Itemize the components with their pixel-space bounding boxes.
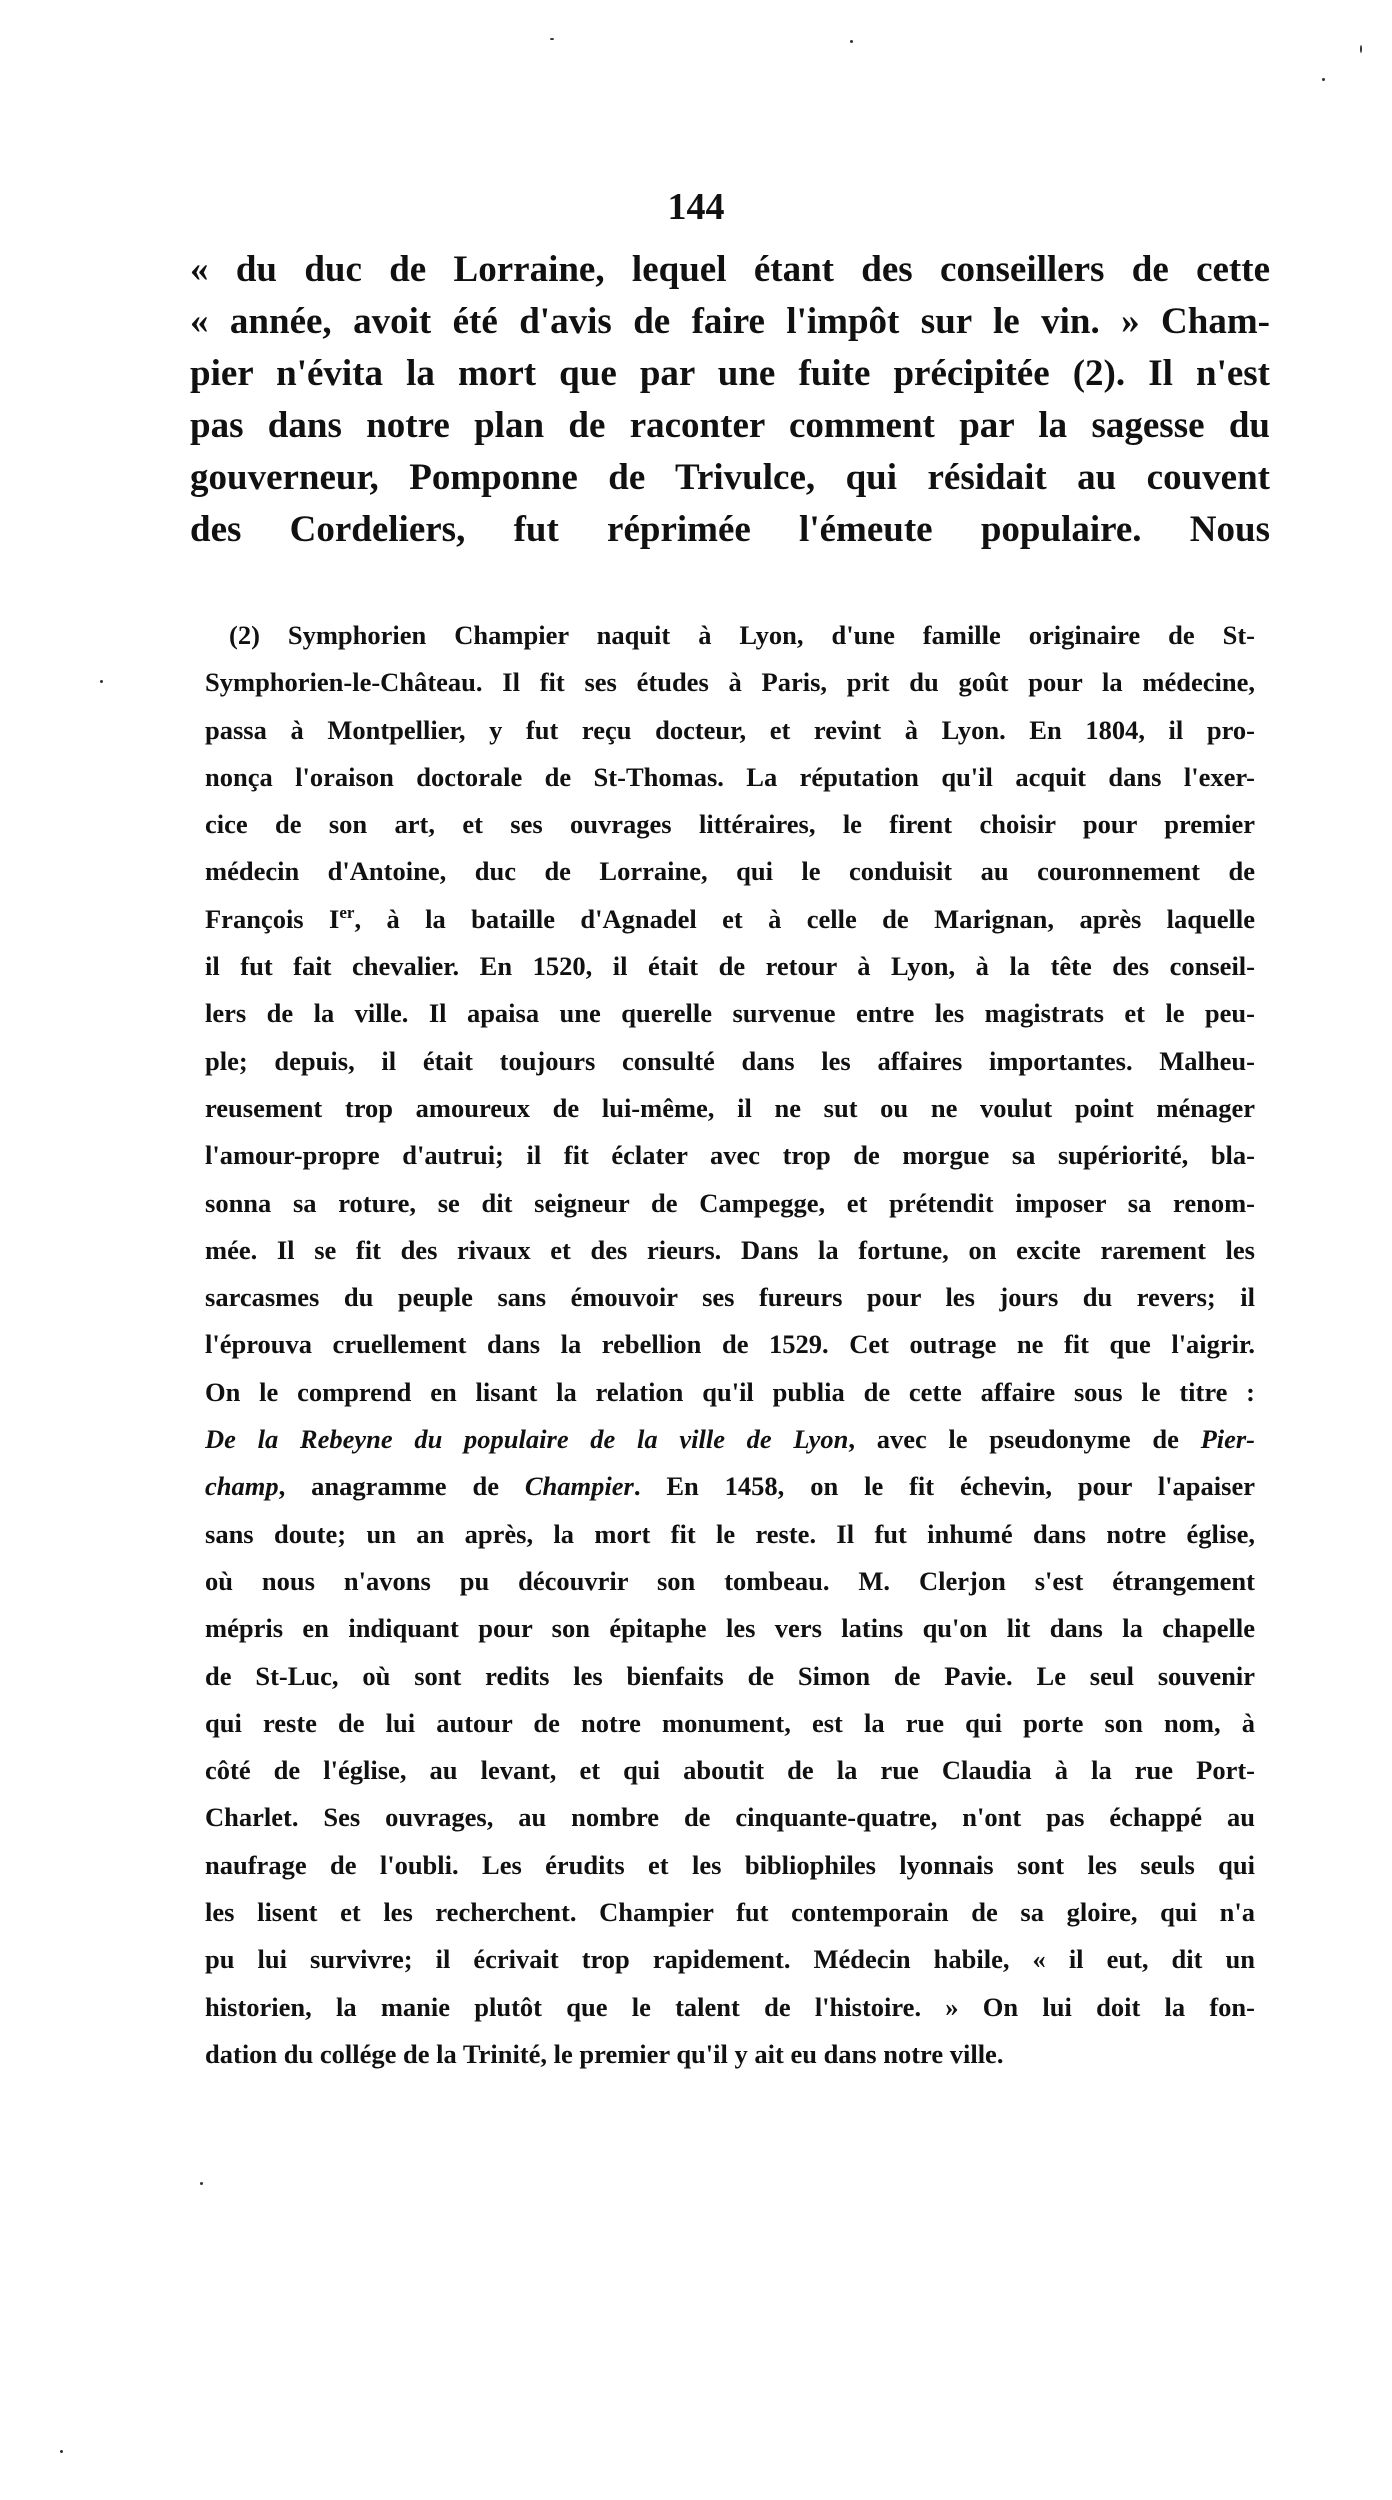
footnote <box>205 612 1255 2078</box>
footnote-text: , à la bataille d'Agnadel et à celle de Marignan, après laquelle <box>354 903 1255 934</box>
scan-speck <box>60 2450 63 2453</box>
footnote-line <box>205 896 1255 943</box>
footnote-line: l'éprouva cruellement dans la rebellion de 1529. Cet outrage ne fit que l'aigrir. <box>205 1329 1255 1360</box>
text-line: « année, avoit été d'avis de faire l'impôt sur le vin. » Cham- <box>190 301 1270 342</box>
footnote-line: sarcasmes du peuple sans émouvoir ses fureurs pour les jours du revers; il <box>205 1282 1255 1313</box>
page-number: 144 <box>667 186 725 228</box>
scan-speck <box>550 38 554 40</box>
footnote-line: côté de l'église, au levant, et qui aboutit de la rue Claudia à la rue Port- <box>205 1755 1255 1786</box>
pseudonym: champ <box>205 1471 279 1502</box>
footnote-line: On le comprend en lisant la relation qu'il publia de cette affaire sous le titre : <box>205 1376 1255 1407</box>
text-line: pas dans notre plan de raconter comment par la sagesse du <box>190 405 1270 446</box>
footnote-line: il fut fait chevalier. En 1520, il était de retour à Lyon, à la tête des conseil- <box>205 951 1255 982</box>
footnote-line: où nous n'avons pu découvrir son tombeau. M. Clerjon s'est étrangement <box>205 1565 1255 1596</box>
scan-speck <box>850 40 853 43</box>
footnote-superscript: er <box>339 902 355 922</box>
footnote-line: passa à Montpellier, y fut reçu docteur, et revint à Lyon. En 1804, il pro- <box>205 714 1255 745</box>
footnote-text: , avec le pseudonyme de <box>848 1424 1201 1455</box>
book-title: De la Rebeyne du populaire de la ville de Lyon <box>205 1424 849 1455</box>
footnote-line <box>205 1463 1255 1510</box>
footnote-line: lers de la ville. Il apaisa une querelle survenue entre les magistrats et le peu- <box>205 998 1255 1029</box>
footnote-line: (2) Symphorien Champier naquit à Lyon, d'une famille originaire de St- <box>229 620 1255 650</box>
footnote-text: . En 1458, on le fit échevin, pour l'apaiser <box>633 1471 1255 1502</box>
text-line: gouverneur, Pomponne de Trivulce, qui résidait au couvent <box>190 457 1270 498</box>
scan-speck <box>1322 78 1325 81</box>
scan-speck <box>200 2182 203 2185</box>
author-name: Champier <box>524 1471 634 1502</box>
footnote-line: sans doute; un an après, la mort fit le reste. Il fut inhumé dans notre église, <box>205 1518 1255 1549</box>
footnote-line: ple; depuis, il était toujours consulté dans les affaires importantes. Malheu- <box>205 1045 1255 1076</box>
footnote-line: de St-Luc, où sont redits les bienfaits de Simon de Pavie. Le seul souvenir <box>205 1660 1255 1691</box>
main-text <box>190 244 1270 556</box>
footnote-line: l'amour-propre d'autrui; il fit éclater avec trop de morgue sa supériorité, bla- <box>205 1140 1255 1171</box>
footnote-line: naufrage de l'oubli. Les érudits et les bibliophiles lyonnais sont les seuls qui <box>205 1849 1255 1880</box>
footnote-line: nonça l'oraison doctorale de St-Thomas. La réputation qu'il acquit dans l'exer- <box>205 761 1255 792</box>
footnote-line: sonna sa roture, se dit seigneur de Campegge, et prétendit imposer sa renom- <box>205 1187 1255 1218</box>
footnote-line: les lisent et les recherchent. Champier fut contemporain de sa gloire, qui n'a <box>205 1897 1255 1928</box>
text-line: pier n'évita la mort que par une fuite précipitée (2). Il n'est <box>190 353 1270 394</box>
footnote-line: historien, la manie plutôt que le talent de l'histoire. » On lui doit la fon- <box>205 1991 1255 2022</box>
footnote-line: dation du collége de la Trinité, le premier qu'il y ait eu dans notre ville. <box>205 2038 1004 2069</box>
footnote-line <box>205 1416 1255 1463</box>
footnote-line: cice de son art, et ses ouvrages littéraires, le firent choisir pour premier <box>205 809 1255 840</box>
footnote-line: reusement trop amoureux de lui-même, il ne sut ou ne voulut point ménager <box>205 1092 1255 1123</box>
pseudonym: Pier- <box>1200 1424 1255 1455</box>
text-line: des Cordeliers, fut réprimée l'émeute populaire. Nous <box>190 509 1270 550</box>
footnote-line: mépris en indiquant pour son épitaphe les vers latins qu'on lit dans la chapelle <box>205 1613 1255 1644</box>
footnote-line: médecin d'Antoine, duc de Lorraine, qui le conduisit au couronnement de <box>205 856 1255 887</box>
footnote-line: Symphorien-le-Château. Il fit ses études à Paris, prit du goût pour la médecine, <box>205 667 1255 698</box>
footnote-text: François I <box>205 903 340 934</box>
footnote-line: Charlet. Ses ouvrages, au nombre de cinquante-quatre, n'ont pas échappé au <box>205 1802 1255 1833</box>
scan-speck <box>100 680 103 683</box>
text-line: « du duc de Lorraine, lequel étant des conseillers de cette <box>190 249 1270 290</box>
footnote-text: , anagramme de <box>278 1471 525 1502</box>
footnote-line: mée. Il se fit des rivaux et des rieurs. Dans la fortune, on excite rarement les <box>205 1234 1255 1265</box>
footnote-line: pu lui survivre; il écrivait trop rapidement. Médecin habile, « il eut, dit un <box>205 1944 1255 1975</box>
footnote-line: qui reste de lui autour de notre monument, est la rue qui porte son nom, à <box>205 1707 1255 1738</box>
scan-speck <box>1360 45 1362 53</box>
